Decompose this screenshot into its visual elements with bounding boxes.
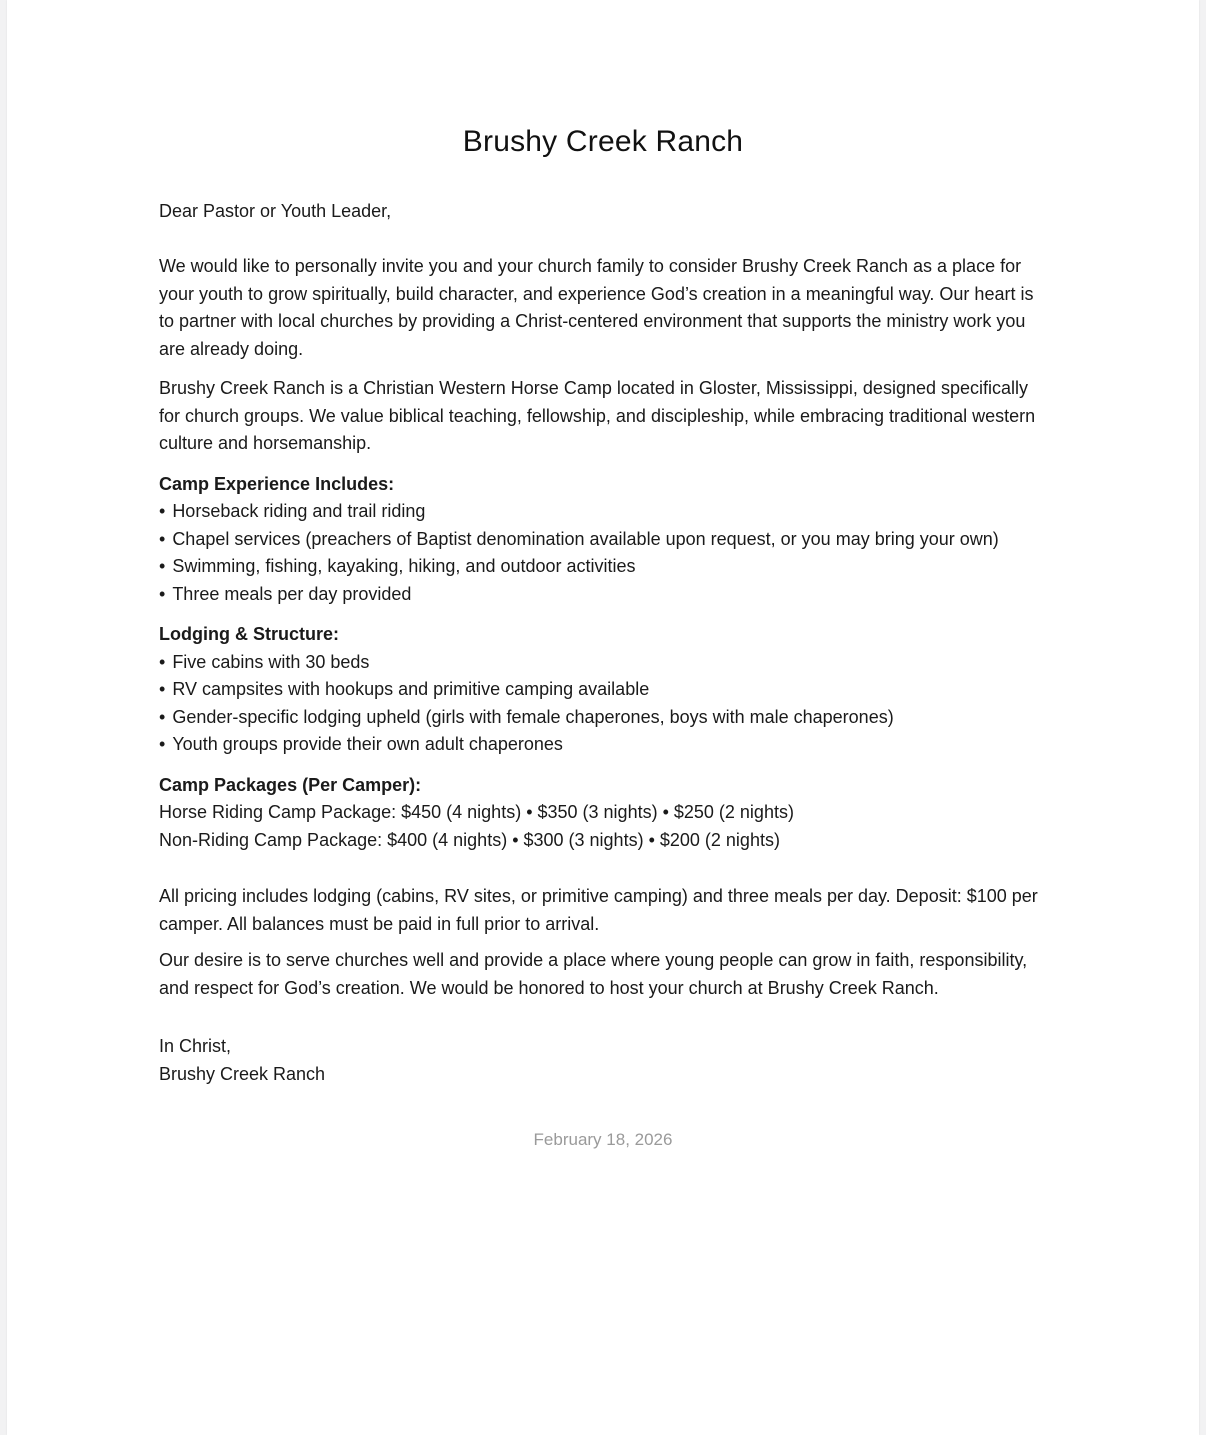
bullet-text: Five cabins with 30 beds — [172, 651, 370, 672]
bullet-dot: • — [159, 734, 166, 754]
section-lodging-structure — [159, 621, 1047, 759]
bullet-item — [159, 553, 1047, 581]
closing-paragraph-pricing: All pricing includes lodging (cabins, RV sites, or primitive camping) and three meals per day. Deposit: $100 per camper. All balances must be paid in full prior to arrival. — [159, 886, 1038, 934]
section-heading-packages: Camp Packages (Per Camper): — [159, 774, 422, 795]
bullet-item — [159, 704, 1047, 732]
section-heading-lodging: Lodging & Structure: — [159, 624, 339, 644]
bullet-item — [159, 731, 1047, 759]
bullet-text: RV campsites with hookups and primitive camping available — [172, 679, 650, 699]
letter-page — [7, 0, 1199, 1435]
signoff — [159, 1033, 1047, 1088]
bullet-text: Gender-specific lodging upheld (girls with female chaperones, boys with male chaperones) — [172, 706, 894, 727]
bullet-text: Three meals per day provided — [172, 583, 412, 604]
section-camp-experience — [159, 471, 1047, 609]
bullet-item — [159, 581, 1047, 609]
section-camp-packages — [159, 772, 1047, 855]
package-line-riding: Horse Riding Camp Package: $450 (4 nights) • $350 (3 nights) • $250 (2 nights) — [159, 802, 794, 822]
bullet-dot: • — [159, 706, 166, 727]
bullet-text: Swimming, fishing, kayaking, hiking, and outdoor activities — [172, 556, 636, 576]
closing-paragraph-desire: Our desire is to serve churches well and provide a place where young people can grow in faith, responsibility, and respect for God’s creation. We would be honored to host your church at Brushy Creek Ranch. — [159, 950, 1028, 998]
document-date: February 18, 2026 — [533, 1130, 673, 1149]
salutation: Dear Pastor or Youth Leader, — [159, 200, 392, 221]
bullet-item — [159, 498, 1047, 526]
section-heading-camp-experience: Camp Experience Includes: — [159, 473, 395, 494]
intro-paragraph-1: We would like to personally invite you and your church family to consider Brushy Creek Ranch as a place for your youth to grow spiritually, build character, and experience God’s creation in a meaningful way. Our heart is to partner with local churches by providing a Christ-centered environment that supports the ministry work you are already doing. — [159, 256, 1034, 359]
bullet-dot: • — [159, 583, 166, 604]
bullet-text: Youth groups provide their own adult chaperones — [172, 734, 563, 754]
bullet-item — [159, 526, 1047, 554]
bullet-dot: • — [159, 651, 166, 672]
bullet-item — [159, 649, 1047, 677]
bullet-text: Chapel services (preachers of Baptist denomination available upon request, or you may bring your own) — [172, 528, 999, 549]
bullet-dot: • — [159, 501, 166, 521]
package-line-non-riding: Non-Riding Camp Package: $400 (4 nights) • $300 (3 nights) • $200 (2 nights) — [159, 829, 780, 850]
bullet-item — [159, 676, 1047, 704]
bullet-dot: • — [159, 556, 166, 576]
signoff-line-1: In Christ, — [159, 1036, 232, 1056]
intro-paragraph-2: Brushy Creek Ranch is a Christian Western Horse Camp located in Gloster, Mississippi, designed specifically for church groups. We value biblical teaching, fellowship, and discipleship, while embracing traditional western culture and horsemanship. — [159, 378, 1036, 453]
signoff-line-2: Brushy Creek Ranch — [159, 1063, 326, 1084]
bullet-text: Horseback riding and trail riding — [172, 501, 426, 521]
bullet-dot: • — [159, 679, 166, 699]
page-title: Brushy Creek Ranch — [462, 125, 744, 158]
bullet-dot: • — [159, 528, 166, 549]
